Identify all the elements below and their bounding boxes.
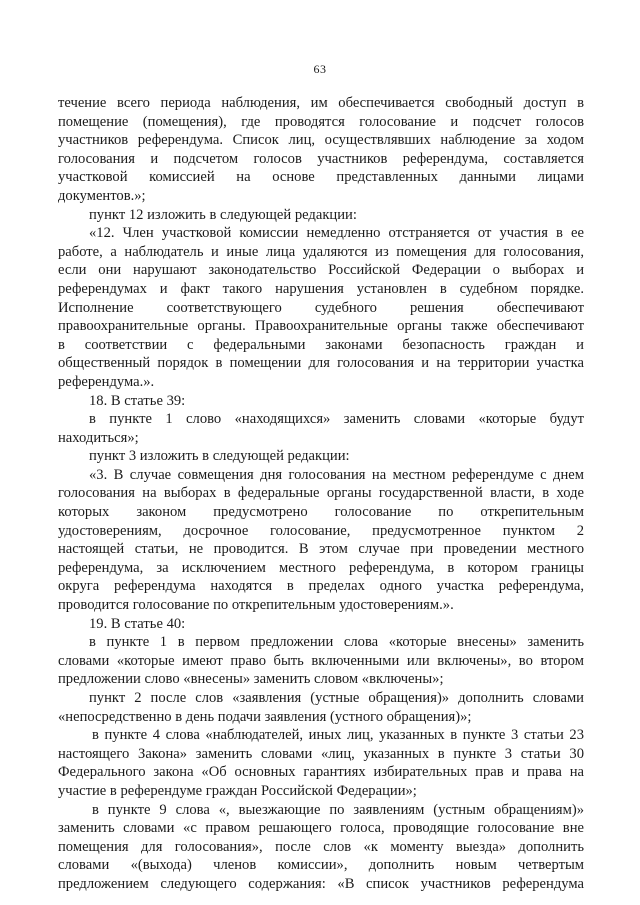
text-line: в соответствии с федеральными законами безопасность граждан и [58,336,584,353]
text-line: помещения для голосования», после слов «к моменту выезда» дополнить [58,838,584,855]
text-line: «3. В случае совмещения дня голосования на местном референдуме с днем [89,466,584,483]
text-line: в пункте 9 слова «, выезжающие по заявлениям (устным обращениям)» [92,801,584,818]
text-line: участие в референдуме граждан Российской Федерации»; [58,782,417,799]
page-number: 63 [313,62,327,76]
text-line: помещение (помещения), где проводятся голосование и подсчет голосов [58,113,584,130]
text-line: документов.»; [58,187,146,204]
text-line: заменить словами «с правом решающего голоса, проводящие голосование вне [58,820,584,837]
text-line: настоящего Закона» заменить словами «лиц, указанных в пункте 3 статьи 30 [58,745,584,762]
text-line: в пункте 1 слово «находящихся» заменить словами «которые будут [89,411,584,428]
text-line: предложении слово «внесены» заменить словом «включены»; [58,671,444,688]
text-line: работе, а наблюдатель и иные лица удаляются из помещения для голосования, [58,243,584,260]
text-line: участковой комиссией на основе представленных данными лицами [58,169,584,186]
text-line: правоохранительные органы. Правоохранительные органы также обеспечивают [58,318,584,335]
text-line: пункт 3 изложить в следующей редакции: [89,448,350,465]
text-line: пункт 2 после слов «заявления (устные обращения)» дополнить словами [89,690,584,706]
text-line: Федерального закона «Об основных гарантиях избирательных прав и права на [58,764,584,781]
text-line: находиться»; [58,429,139,446]
text-line: удостоверениям, досрочное голосование, предусмотренное пунктом 2 [58,522,584,539]
text-line: участников референдума. Список лиц, осуществлявших наблюдение за ходом [58,132,584,149]
text-line: которых законом предусмотрено голосование по открепительным [58,504,584,521]
text-line: настоящей статьи, не проводится. В этом случае при проведении местного [58,541,584,558]
text-line: в пункте 4 слова «наблюдателей, иных лиц, указанных в пункте 3 статьи 23 [92,727,584,744]
text-line: если они нарушают законодательство Российской Федерации о выборах и [58,262,584,279]
text-line: голосования и подсчетом голосов участников референдума, составляется [58,150,584,167]
text-line: референдума.». [58,373,155,390]
text-line: 18. В статье 39: [89,392,186,409]
text-line: округа референдума находятся в пределах одного участка референдума, [58,578,584,595]
document-body [58,94,584,894]
text-line: Исполнение соответствующего судебного решения обеспечивают [58,299,584,316]
text-line: в пункте 1 в первом предложении слова «которые внесены» заменить [89,634,584,651]
text-line: референдума, за исключением местного референдума, в котором границы [58,559,584,576]
text-line: 19. В статье 40: [89,615,186,632]
text-line: «12. Член участковой комиссии немедленно отстраняется от участия в ее [89,225,584,242]
text-line: течение всего периода наблюдения, им обеспечивается свободный доступ в [58,95,584,111]
text-line: пункт 12 изложить в следующей редакции: [89,206,357,223]
text-line: общественный порядок в помещении для голосования и на территории участка [58,355,584,372]
text-line: голосования на выборах в федеральные органы государственной власти, в ходе [58,485,584,502]
text-line: словами «(выхода) членов комиссии», дополнить новым четвертым [58,857,584,874]
text-line: предложением следующего содержания: «В список участников референдума [58,875,584,892]
text-line: словами «которые имеют право быть включенными или включены», во втором [58,652,584,669]
text-line: проводится голосование по открепительным удостоверениям.». [58,597,454,614]
text-line: «непосредственно в день подачи заявления (устного обращения)»; [58,708,472,725]
text-line: референдумах и факт такого нарушения установлен в судебном порядке. [58,280,584,297]
